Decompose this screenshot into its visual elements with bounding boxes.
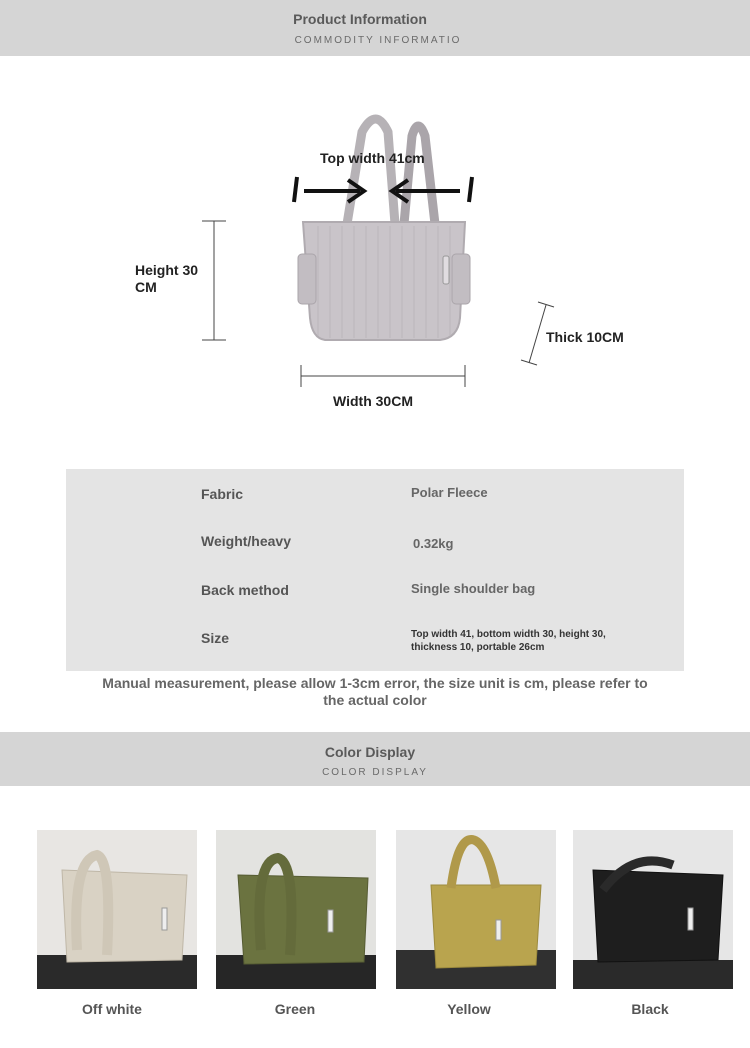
bag-photo-off-white [37,830,197,989]
bag-photo-yellow [396,830,556,989]
bag-zipper-pull [443,256,449,284]
spec-value-weight: 0.32kg [413,536,454,551]
color-swatch-off-white[interactable] [37,830,197,989]
spec-value-fabric: Polar Fleece [411,485,488,500]
measurement-note: Manual measurement, please allow 1-3cm error, the size unit is cm, please refer to the actual color [102,675,648,708]
color-label-off-white: Off white [82,1001,142,1017]
color-swatch-green[interactable] [216,830,376,989]
bag-photo-black [573,830,733,989]
product-info-subtitle: COMMODITY INFORMATIO [294,35,462,46]
product-info-title: Product Information [293,11,427,27]
spec-table [66,469,684,671]
spec-label-size: Size [201,630,230,646]
height-label: Height 30 CM [135,262,199,295]
color-swatch-black[interactable] [573,830,733,989]
bag-body [303,222,465,340]
spec-label-fabric: Fabric [201,486,244,502]
color-display-title: Color Display [324,744,416,760]
bag-side-pocket-left [298,254,316,304]
bag-photo-green [216,830,376,989]
top-width-label: Top width 41cm [320,150,425,166]
thick-label: Thick 10CM [546,329,624,345]
spec-label-back-method: Back method [201,582,289,598]
spec-value-size: Top width 41, bottom width 30, height 30, thickness 10, portable 26cm [411,629,606,653]
bag-handle-right [404,126,435,224]
bag-side-pocket-right [452,254,470,304]
bag-dimension-diagram [0,56,750,476]
spec-value-back-method: Single shoulder bag [411,581,536,596]
width-label: Width 30CM [333,393,413,409]
color-display-header [0,732,750,786]
color-display-subtitle: COLOR DISPLAY [322,767,428,778]
color-label-green: Green [274,1001,316,1017]
top-width-bar-left [294,177,297,202]
thick-measure-line [529,305,546,363]
bag-handle-left [347,119,395,224]
color-swatch-yellow[interactable] [396,830,556,989]
spec-label-weight: Weight/heavy [201,533,291,549]
top-width-bar-right [469,177,472,202]
color-label-black: Black [631,1001,669,1017]
product-info-header [0,0,750,56]
color-label-yellow: Yellow [447,1001,491,1017]
